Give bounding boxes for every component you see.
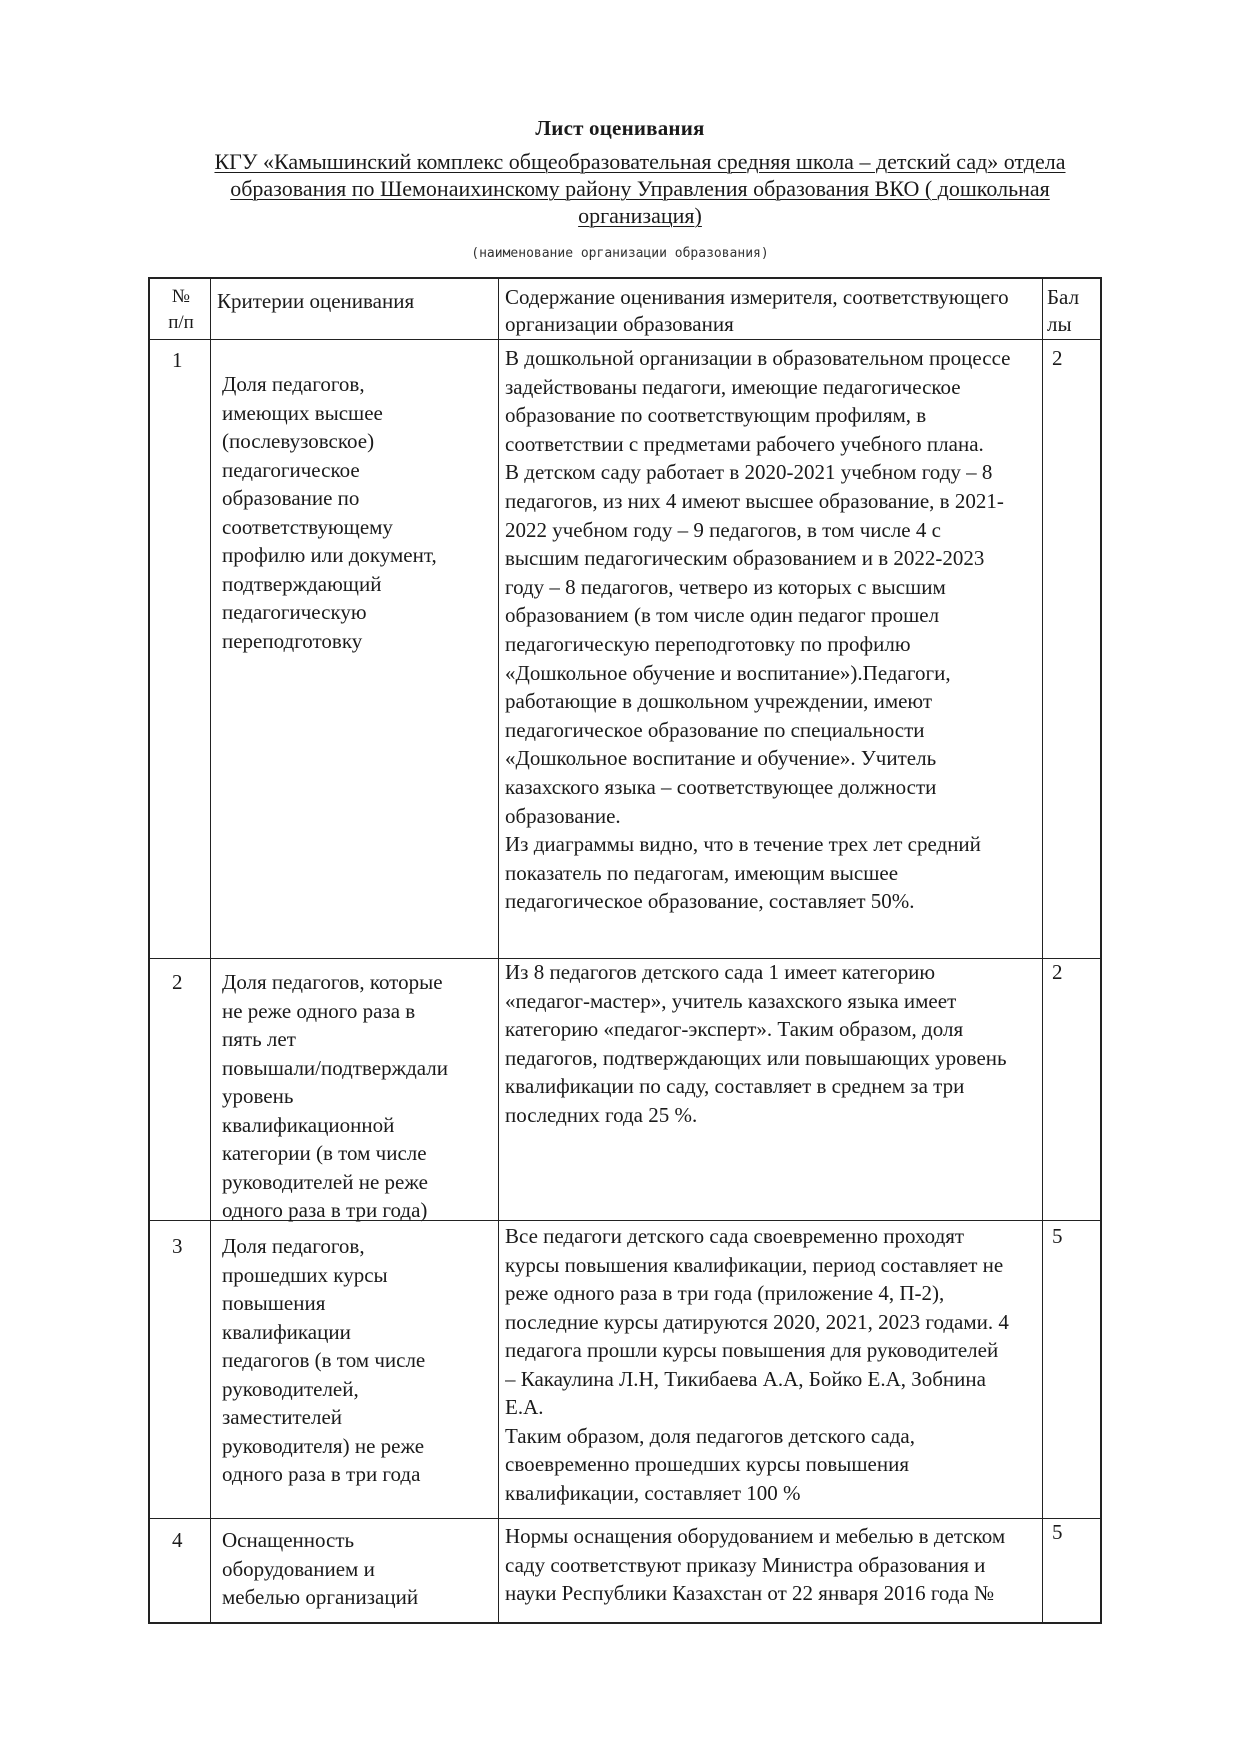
table-border-right — [1100, 277, 1102, 1624]
row-number: 2 — [172, 970, 183, 994]
row-number: 1 — [172, 348, 183, 372]
content-text: Все педагоги детского сада своевременно проходят курсы повышения квалификации, период составляет не реже одного раза в три года (приложение 4, П-2), последние курсы датируются 2020, 2021, 2023 годами. 4 педагога прошли курсы повышения для руководителей – Какаулина Л.Н, Тикибаева А.А, Бойко Е.А, Зобнина Е.А. Таким образом, доля педагогов детского сада, своевременно прошедших курсы повышения квалификации, составляет 100 % — [505, 1224, 1009, 1505]
score-value: 5 — [1052, 1224, 1063, 1248]
criteria-text: Доля педагогов, имеющих высшее (послевузовское) педагогическое образование по соответствующему профилю или документ, подтверждающий педагогическую переподготовку — [222, 372, 437, 653]
score-value: 2 — [1052, 960, 1063, 984]
header-score: Бал лы — [1047, 285, 1080, 336]
organization-name — [150, 148, 1130, 229]
table-rule — [148, 339, 1102, 340]
criteria-text: Оснащенность оборудованием и мебелью организаций — [222, 1528, 419, 1609]
header-criteria: Критерии оценивания — [217, 289, 415, 313]
organization-name-line: образования по Шемонаихинскому району Управления образования ВКО ( дошкольная — [230, 176, 1050, 201]
score-value: 5 — [1052, 1520, 1063, 1544]
table-rule — [210, 277, 211, 1624]
organization-name-line: организация) — [578, 203, 702, 228]
table-rule — [148, 1518, 1102, 1519]
content-text: Из 8 педагогов детского сада 1 имеет категорию «педагог-мастер», учитель казахского языка имеет категорию «педагог-эксперт». Таким образом, доля педагогов, подтверждающих или повышающих уровень квалификации по саду, составляет в среднем за три последних года 25 %. — [505, 960, 1007, 1127]
header-number: № п/п — [168, 286, 194, 333]
criteria-text: Доля педагогов, прошедших курсы повышения квалификации педагогов (в том числе руководителей, заместителей руководителя) не реже одного раза в три года — [222, 1234, 426, 1486]
organization-caption: (наименование организации образования) — [471, 246, 769, 261]
table-border-left — [148, 277, 150, 1624]
page-title: Лист оценивания — [535, 116, 705, 140]
content-text: В дошкольной организации в образовательном процессе задействованы педагоги, имеющие педагогическое образование по соответствующим профилям, в соответствии с предметами рабочего учебного плана. В детском саду работает в 2020-2021 учебном году – 8 педагогов, из них 4 имеют высшее образование, в 2021- 2022 учебном году – 9 педагогов, в том числе 4 с высшим педагогическим образованием и в 2022-2023 году – 8 педагогов, четверо из которых с высшим образованием (в том числе один педагог прошел педагогическую переподготовку по профилю «Дошкольное обучение и воспитание»).Педагоги, работающие в дошкольном учреждении, имеют педагогическое образование по специальности «Дошкольное воспитание и обучение». Учитель казахского языка – соответствующее должности образование. Из диаграммы видно, что в течение трех лет средний показатель по педагогам, имеющим высшее педагогическое образование, составляет 50%. — [505, 346, 1011, 914]
table-border-bottom — [148, 1622, 1102, 1624]
table-rule — [498, 277, 499, 1624]
row-number: 4 — [172, 1528, 183, 1552]
table-rule — [1042, 277, 1043, 1624]
score-value: 2 — [1052, 346, 1063, 370]
criteria-text: Доля педагогов, которые не реже одного раза в пять лет повышали/подтверждали уровень квалификационной категории (в том числе руководителей не реже одного раза в три года) — [222, 970, 449, 1222]
table-border-top — [148, 277, 1102, 279]
organization-name-line: КГУ «Камышинский комплекс общеобразовательная средняя школа – детский сад» отдела — [214, 149, 1066, 174]
content-text: Нормы оснащения оборудованием и мебелью в детском саду соответствуют приказу Министра образования и науки Республики Казахстан от 22 января 2016 года № — [505, 1524, 1006, 1605]
header-content: Содержание оценивания измерителя, соответствующего организации образования — [505, 285, 1009, 336]
row-number: 3 — [172, 1234, 183, 1258]
